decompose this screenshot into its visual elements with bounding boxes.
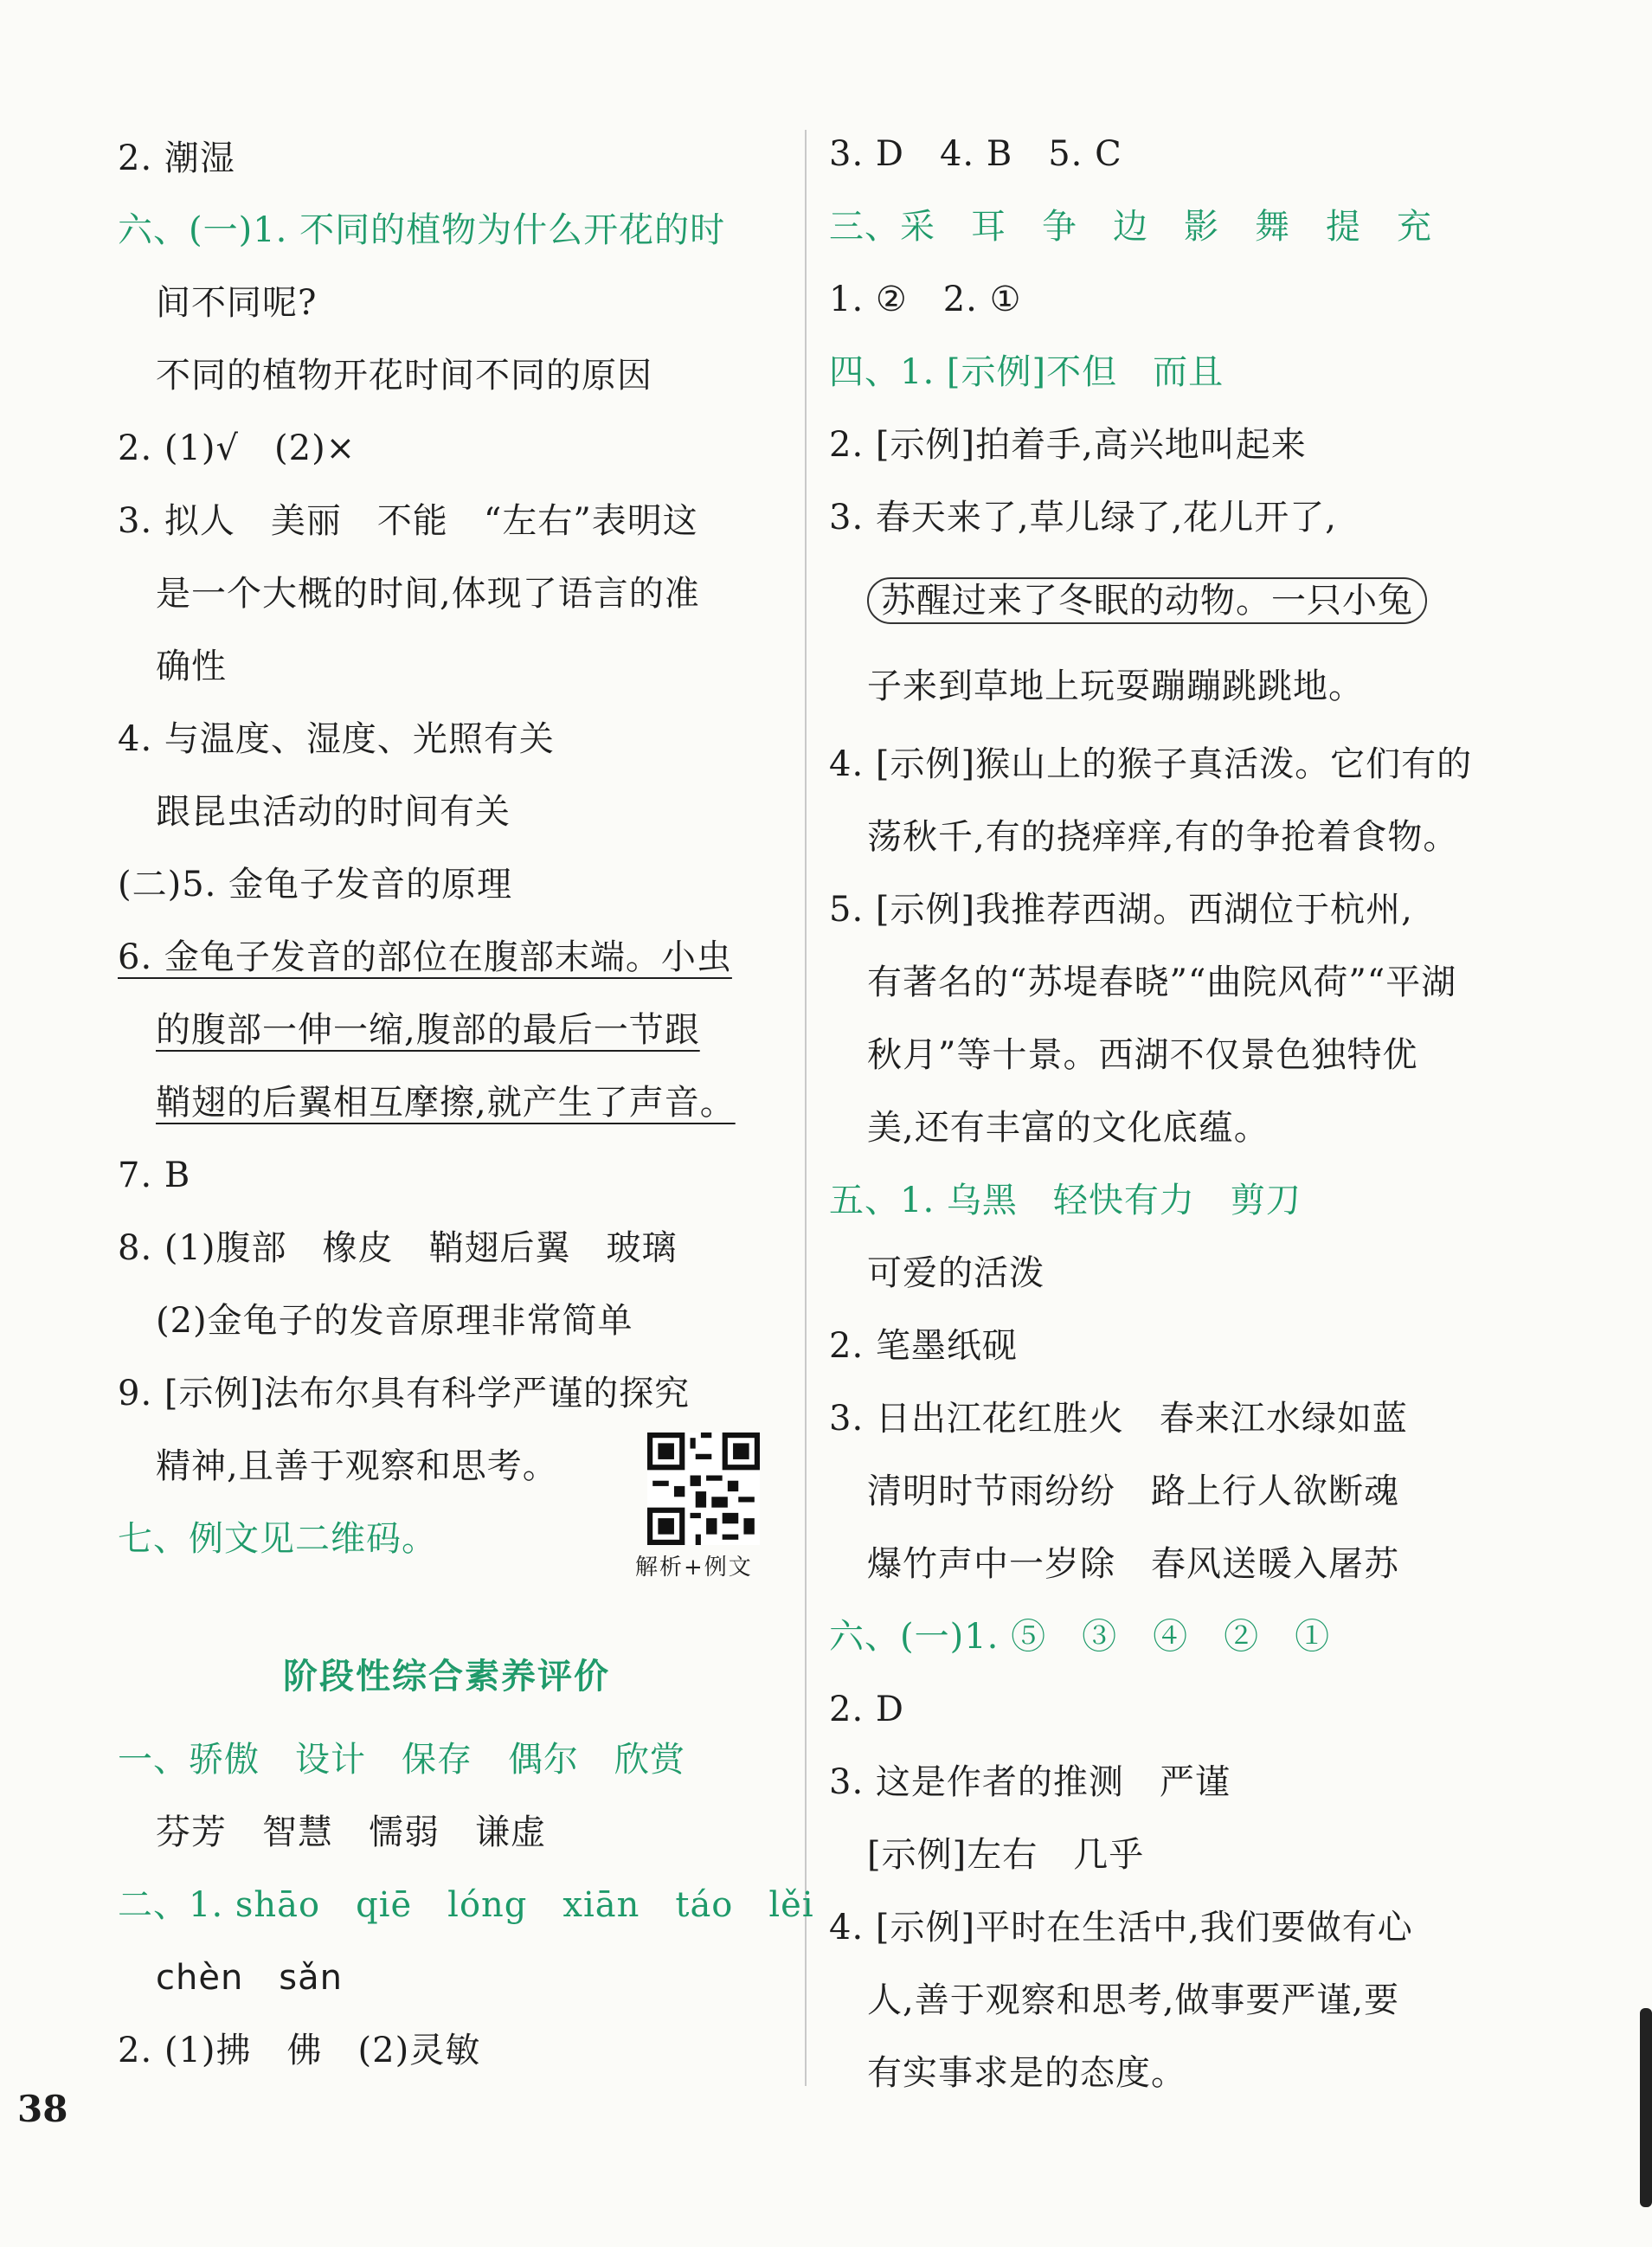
answer-line: 精神,且善于观察和思考。 bbox=[156, 1446, 558, 1486]
answer-line: 的腹部一伸一缩,腹部的最后一节跟 bbox=[156, 1010, 700, 1050]
scan-edge-mark bbox=[1640, 2008, 1652, 2207]
answer-line: 2. (1)拂 佛 (2)灵敏 bbox=[118, 2031, 481, 2070]
answer-line: (二)5. 金龟子发音的原理 bbox=[118, 865, 513, 905]
answer-line: 可爱的活泼 bbox=[867, 1253, 1045, 1293]
answer-line: 五、1. 乌黑 轻快有力 剪刀 bbox=[829, 1181, 1302, 1220]
answer-line: 秋月”等十景。西湖不仅景色独特优 bbox=[867, 1035, 1418, 1075]
answer-line: 是一个大概的时间,体现了语言的准 bbox=[156, 574, 700, 614]
answer-line: 六、(一)1. 不同的植物为什么开花的时 bbox=[118, 210, 726, 250]
answer-line: 一、骄傲 设计 保存 偶尔 欣赏 bbox=[118, 1740, 685, 1780]
answer-line: 三、采 耳 争 边 影 舞 提 充 bbox=[829, 207, 1432, 247]
answer-line: 间不同呢? bbox=[156, 283, 318, 323]
answer-line: 4. 与温度、湿度、光照有关 bbox=[118, 719, 555, 759]
answer-line: 3. 春天来了,草儿绿了,花儿开了, bbox=[829, 498, 1338, 538]
answer-line bbox=[829, 576, 1427, 625]
column-divider bbox=[805, 130, 807, 2086]
answer-line: 3. D 4. B 5. C bbox=[829, 134, 1122, 174]
qr-code-icon[interactable] bbox=[647, 1433, 760, 1545]
qr-label: 解析+例文 bbox=[635, 1555, 753, 1581]
answer-line: chèn sǎn bbox=[156, 1958, 344, 1998]
answer-line: 芬芳 智慧 懦弱 谦虚 bbox=[156, 1812, 546, 1852]
answer-line: 人,善于观察和思考,做事要严谨,要 bbox=[867, 1980, 1400, 2020]
answer-line: 荡秋千,有的挠痒痒,有的争抢着食物。 bbox=[867, 817, 1459, 857]
answer-line: 9. [示例]法布尔具有科学严谨的探究 bbox=[118, 1374, 691, 1413]
answer-line: 有著名的“苏堤春晓”“曲院风荷”“平湖 bbox=[867, 963, 1457, 1002]
answer-line: 3. 拟人 美丽 不能 “左右”表明这 bbox=[118, 501, 698, 541]
answer-line: 4. [示例]猴山上的猴子真活泼。它们有的 bbox=[829, 744, 1473, 784]
answer-line: 4. [示例]平时在生活中,我们要做有心 bbox=[829, 1908, 1413, 1948]
answer-line: 爆竹声中一岁除 春风送暖入屠苏 bbox=[867, 1544, 1399, 1584]
answer-line: 鞘翅的后翼相互摩擦,就产生了声音。 bbox=[156, 1083, 736, 1123]
answer-line: 6. 金龟子发音的部位在腹部末端。小虫 bbox=[118, 937, 732, 977]
answer-line: 七、例文见二维码。 bbox=[118, 1519, 437, 1559]
answer-line: 8. (1)腹部 橡皮 鞘翅后翼 玻璃 bbox=[118, 1228, 678, 1268]
answer-line: 四、1. [示例]不但 而且 bbox=[829, 352, 1225, 392]
answer-line: 2. (1)√ (2)× bbox=[118, 428, 357, 468]
circled-text: 苏醒过来了冬眠的动物。一只小兔 bbox=[867, 577, 1427, 624]
answer-line: 2. D bbox=[829, 1690, 904, 1729]
answer-line: [示例]左右 几乎 bbox=[867, 1835, 1145, 1875]
answer-line: 1. ② 2. ① bbox=[829, 280, 1022, 319]
answer-line: 5. [示例]我推荐西湖。西湖位于杭州, bbox=[829, 890, 1413, 930]
answer-line: 跟昆虫活动的时间有关 bbox=[156, 792, 511, 832]
answer-line: (2)金龟子的发音原理非常简单 bbox=[156, 1301, 633, 1341]
answer-line: 3. 日出江花红胜火 春来江水绿如蓝 bbox=[829, 1399, 1408, 1439]
section-title: 阶段性综合素养评价 bbox=[283, 1657, 610, 1697]
answer-line: 3. 这是作者的推测 严谨 bbox=[829, 1762, 1231, 1802]
answer-line: 美,还有丰富的文化底蕴。 bbox=[867, 1108, 1270, 1148]
answer-line: 确性 bbox=[156, 647, 227, 686]
answer-line: 2. [示例]拍着手,高兴地叫起来 bbox=[829, 425, 1307, 465]
answer-line: 不同的植物开花时间不同的原因 bbox=[156, 356, 652, 396]
answer-line: 子来到草地上玩耍蹦蹦跳跳地。 bbox=[867, 666, 1364, 706]
answer-line: 六、(一)1. ⑤ ③ ④ ② ① bbox=[829, 1617, 1331, 1657]
answer-line: 2. 潮湿 bbox=[118, 138, 235, 178]
page-number: 38 bbox=[17, 2088, 68, 2130]
answer-line: 清明时节雨纷纷 路上行人欲断魂 bbox=[867, 1471, 1399, 1511]
answer-line: 7. B bbox=[118, 1156, 191, 1195]
answer-line: 二、1. shāo qiē lóng xiān táo lěi bbox=[118, 1885, 814, 1925]
answer-line: 2. 笔墨纸砚 bbox=[829, 1326, 1018, 1366]
answer-line: 有实事求是的态度。 bbox=[867, 2053, 1186, 2093]
